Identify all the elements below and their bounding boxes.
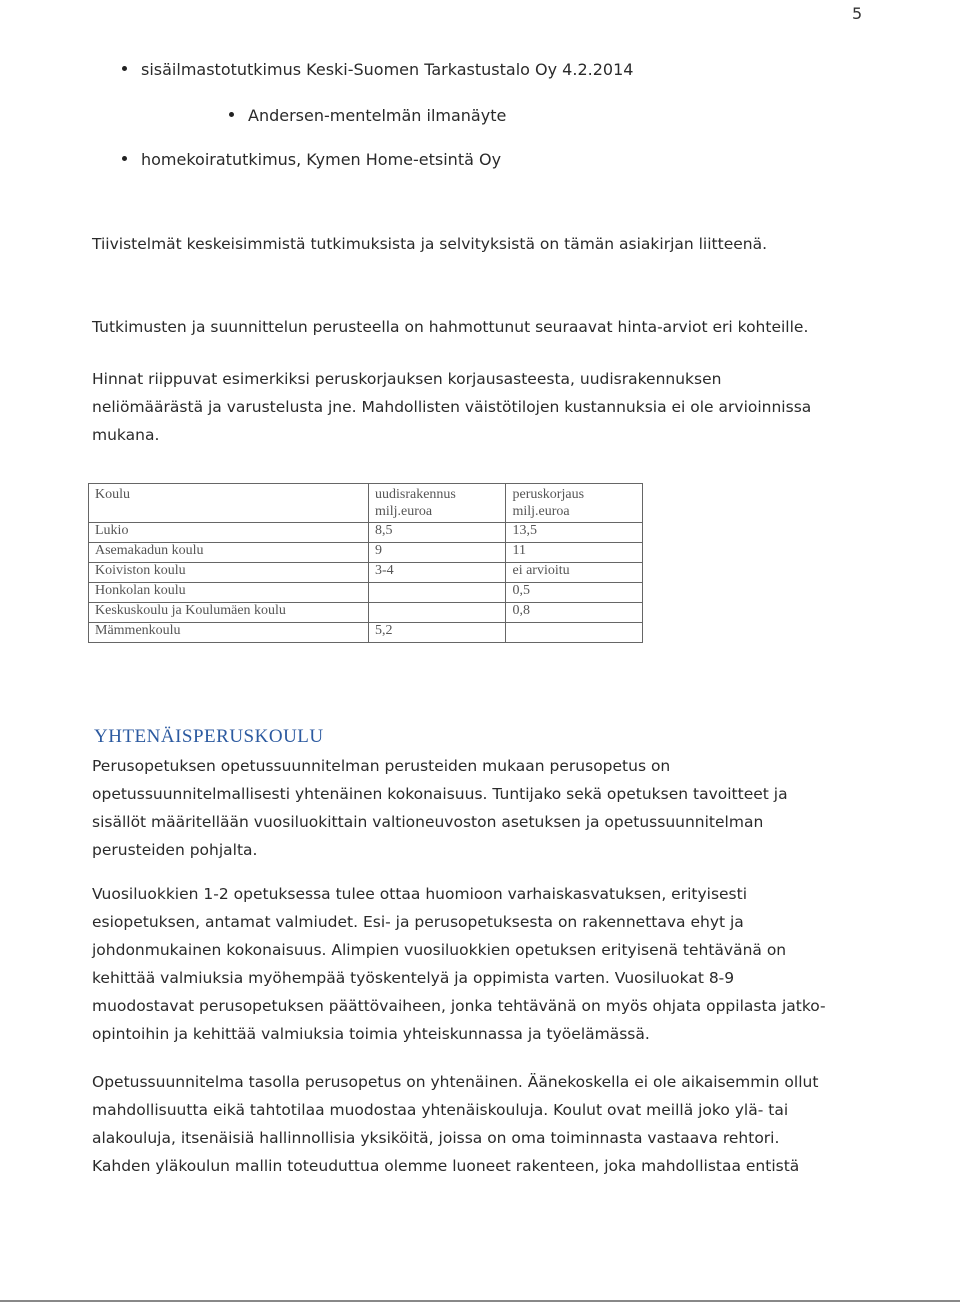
table-header-row: [89, 484, 643, 523]
table-cell: Mämmenkoulu: [89, 623, 369, 643]
table-cell: 3-4: [369, 563, 506, 583]
table-cell: Lukio: [89, 523, 369, 543]
column-header: peruskorjaus milj.euroa: [506, 484, 643, 523]
text-line: muodostavat perusopetuksen päättövaiheen, jonka tehtävänä on myös ohjata oppilasta jatko-: [92, 997, 826, 1015]
text-line: opetussuunnitelmallisesti yhtenäinen kokonaisuus. Tuntijako sekä opetuksen tavoitteet ja: [92, 785, 788, 803]
bullet-item: [229, 106, 506, 125]
column-header: Koulu: [89, 484, 369, 523]
summary-line: Tiivistelmät keskeisimmistä tutkimuksista ja selvityksistä on tämän asiakirjan liitteenä.: [92, 235, 768, 253]
text-line: Vuosiluokkien 1-2 opetuksessa tulee ottaa huomioon varhaiskasvatuksen, erityisesti: [92, 885, 748, 903]
text-line: mahdollisuutta eikä tahtotilaa muodostaa yhtenäiskouluja. Koulut ovat meillä joko ylä- tai: [92, 1101, 789, 1119]
paragraph-unified-school: [92, 1068, 818, 1180]
bullet-dot-icon: [122, 156, 127, 161]
bullet-dot-icon: [229, 112, 234, 117]
table-cell: [369, 603, 506, 623]
text-line: Opetussuunnitelma tasolla perusopetus on yhtenäinen. Äänekoskella ei ole aikaisemmin ollut: [92, 1073, 819, 1091]
table-cell: 13,5: [506, 523, 643, 543]
bullet-text: Andersen-mentelmän ilmanäyte: [248, 106, 507, 125]
table-cell: Asemakadun koulu: [89, 543, 369, 563]
estimates-paragraph: [92, 313, 811, 449]
table-cell: [506, 623, 643, 643]
text-line: Kahden yläkoulun mallin toteuduttua olemme luoneet rakenteen, joka mahdollistaa entistä: [92, 1157, 800, 1175]
paragraph-grades: [92, 880, 826, 1048]
text-line: esiopetuksen, antamat valmiudet. Esi- ja perusopetuksesta on rakennettava ehyt ja: [92, 913, 744, 931]
text-line: neliömäärästä ja varustelusta jne. Mahdollisten väistötilojen kustannuksia ei ole arvioinnissa: [92, 398, 812, 416]
table-cell: Koiviston koulu: [89, 563, 369, 583]
bullet-item: [122, 150, 501, 169]
table-cell: 0,5: [506, 583, 643, 603]
table-cell: 8,5: [369, 523, 506, 543]
text-line: Perusopetuksen opetussuunnitelman perusteiden mukaan perusopetus on: [92, 757, 671, 775]
text-line: sisällöt määritellään vuosiluokittain valtioneuvoston asetuksen ja opetussuunnitelman: [92, 813, 764, 831]
page-edge-divider: [0, 1300, 960, 1302]
table-cell: 0,8: [506, 603, 643, 623]
text-line: johdonmukainen kokonaisuus. Alimpien vuosiluokkien opetuksen erityisenä tehtävänä on: [92, 941, 787, 959]
table-row: [89, 623, 643, 643]
table-row: [89, 543, 643, 563]
table-cell: Keskuskoulu ja Koulumäen koulu: [89, 603, 369, 623]
table-cell: [369, 583, 506, 603]
bullet-item: [122, 60, 633, 79]
bullet-dot-icon: [122, 66, 127, 71]
text-line: kehittää valmiuksia myöhempää työskentelyä ja oppimista varten. Vuosiluokat 8-9: [92, 969, 735, 987]
table-cell: 11: [506, 543, 643, 563]
bullet-text: sisäilmastotutkimus Keski-Suomen Tarkastustalo Oy 4.2.2014: [141, 60, 634, 79]
bullet-text: homekoiratutkimus, Kymen Home-etsintä Oy: [141, 150, 502, 169]
table-cell: 5,2: [369, 623, 506, 643]
table-row: [89, 523, 643, 543]
table-cell: 9: [369, 543, 506, 563]
text-line: alakouluja, itsenäisiä hallinnollisia yksiköitä, joissa on oma toiminnasta vastaava rehtori.: [92, 1129, 780, 1147]
paragraph-curriculum: [92, 752, 788, 864]
price-estimates-table: [88, 483, 643, 643]
page-number: 5: [852, 4, 863, 23]
table-row: [89, 583, 643, 603]
text-line: perusteiden pohjalta.: [92, 841, 258, 859]
text-line: opintoihin ja kehittää valmiuksia toimia yhteiskunnassa ja työelämässä.: [92, 1025, 650, 1043]
table-cell: ei arvioitu: [506, 563, 643, 583]
table-cell: Honkolan koulu: [89, 583, 369, 603]
table-row: [89, 563, 643, 583]
text-line: Tutkimusten ja suunnittelun perusteella on hahmottunut seuraavat hinta-arviot eri kohteille.: [92, 318, 809, 336]
column-header: uudisrakennus milj.euroa: [369, 484, 506, 523]
text-line: Hinnat riippuvat esimerkiksi peruskorjauksen korjausasteesta, uudisrakennuksen: [92, 370, 722, 388]
section-heading: YHTENÄISPERUSKOULU: [94, 726, 324, 747]
text-line: mukana.: [92, 426, 160, 444]
table-row: [89, 603, 643, 623]
